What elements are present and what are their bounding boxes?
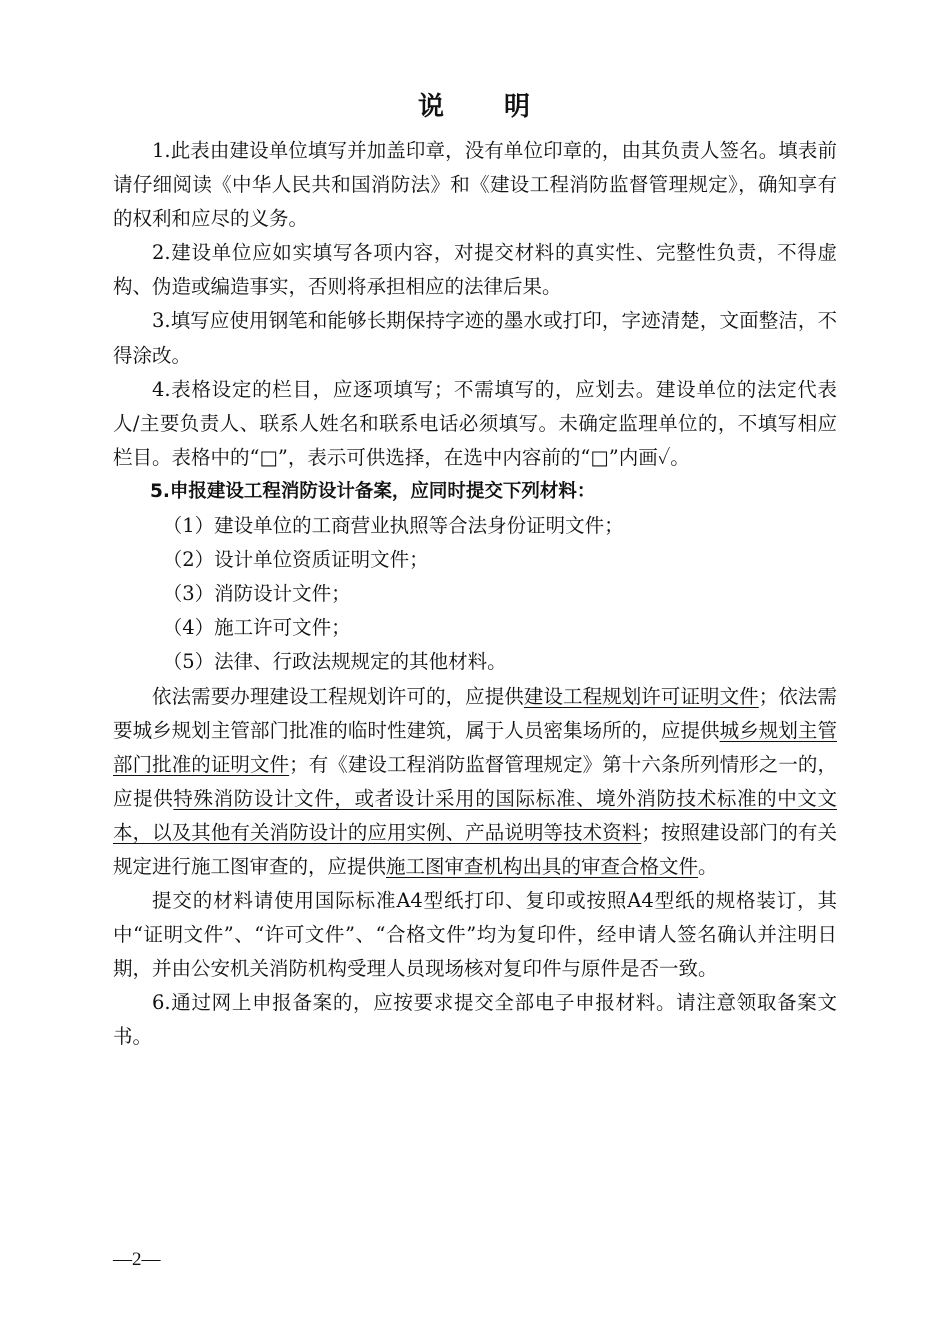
text-segment: 依法需要办理建设工程规划许可的，应提供: [152, 684, 524, 708]
text-segment: ；有《建设工程消防监督管理规定》第十六条所列情形之一的，应提供: [113, 752, 837, 810]
instruction-3: 3.填写应使用钢笔和能够长期保持字迹的墨水或打印，字迹清楚，文面整洁，不得涂改。: [113, 309, 837, 367]
title-char-right: 明: [504, 92, 533, 122]
title-char-left: 说: [417, 92, 446, 122]
supplementary-materials-paragraph: [113, 680, 837, 885]
material-item: （1）建设单位的工商营业执照等合法身份证明文件；: [162, 514, 624, 538]
instruction-1: 1.此表由建设单位填写并加盖印章，没有单位印章的，由其负责人签名。填表前请仔细阅读《中华人民共和国消防法》和《建设工程消防监督管理规定》，确知享有的权利和应尽的义务。: [113, 139, 837, 231]
paper-format-paragraph: 提交的材料请使用国际标准A4型纸打印、复印或按照A4型纸的规格装订，其中“证明文件”、“许可文件”、“合格文件”均为复印件，经申请人签名确认并注明日期，并由公安机关消防机构受理人员现场核对复印件与原件是否一致。: [113, 889, 837, 981]
instruction-6: 6.通过网上申报备案的，应按要求提交全部电子申报材料。请注意领取备案文书。: [113, 991, 837, 1049]
material-item: （3）消防设计文件；: [162, 582, 351, 606]
material-item: （2）设计单位资质证明文件；: [162, 548, 429, 572]
material-item: （5）法律、行政法规规定的其他材料。: [162, 650, 507, 674]
instructions-body: [113, 134, 837, 1055]
text-segment: 。: [698, 854, 718, 878]
text-segment: ；按照建设部门的有关规定进行施工图审查的，应提供: [113, 820, 837, 878]
page-number: —2—: [113, 1249, 161, 1270]
underlined-requirement: 施工图审查机构出具的审查合格文件: [386, 854, 699, 878]
instruction-5-heading: 5.申报建设工程消防设计备案，应同时提交下列材料：: [150, 480, 596, 502]
instruction-4: 4.表格设定的栏目，应逐项填写；不需填写的，应划去。建设单位的法定代表人/主要负责人、联系人姓名和联系电话必须填写。未确定监理单位的，不填写相应栏目。表格中的“□”，表示可供选择，在选中内容前的“□”内画✓。: [113, 377, 837, 469]
underlined-requirement: 建设工程规划许可证明文件: [523, 684, 759, 708]
material-item: （4）施工许可文件；: [162, 616, 351, 640]
instruction-2: 2.建设单位应如实填写各项内容，对提交材料的真实性、完整性负责，不得虚构、伪造或编造事实，否则将承担相应的法律后果。: [113, 241, 837, 299]
page-title: [0, 86, 950, 123]
underlined-requirement: 特殊消防设计文件，或者设计采用的国际标准、境外消防技术标准的中文文本，以及其他有关消防设计的应用实例、产品说明等技术资料: [113, 786, 837, 844]
underlined-requirement: 城乡规划主管部门批准的证明文件: [113, 718, 837, 776]
text-segment: ；依法需要城乡规划主管部门批准的临时性建筑，属于人员密集场所的，应提供: [113, 684, 837, 742]
